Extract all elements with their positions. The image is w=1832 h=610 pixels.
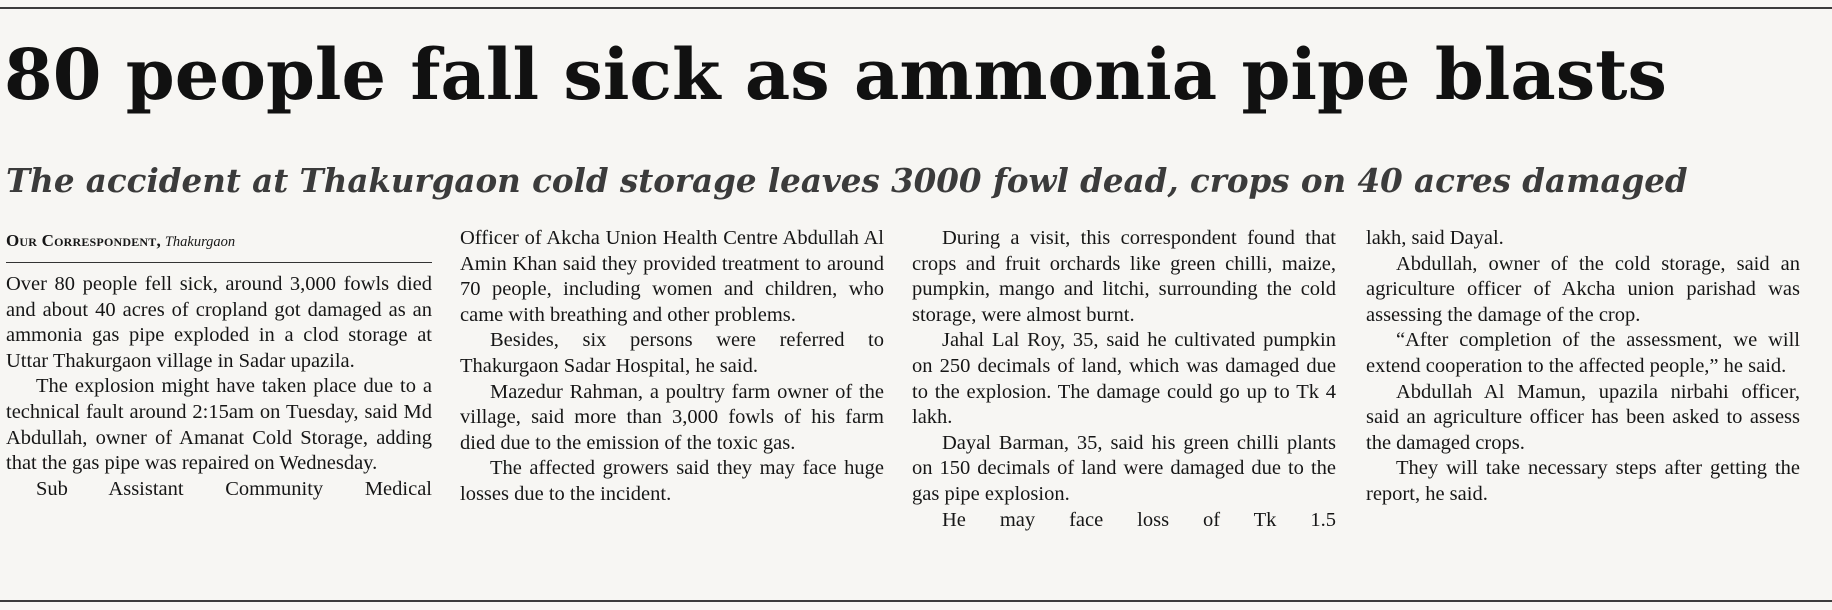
paragraph: Sub Assistant Community Medical: [36, 477, 432, 500]
paragraph: Dayal Barman, 35, said his green chilli plants on 150 decimals of land were damaged due to the gas pipe explosion.: [912, 431, 1336, 505]
paragraph: Over 80 people fell sick, around 3,000 fowls died and about 40 acres of cropland got damaged as an ammonia gas pipe exploded in a clod storage at Uttar Thakurgaon village in Sadar upazila.: [6, 273, 432, 372]
byline-rule: [6, 262, 432, 263]
article-column-4: [1366, 226, 1800, 508]
paragraph: Jahal Lal Roy, 35, said he cultivated pumpkin on 250 decimals of land, which was damaged due to the explosion. The damage could go up to Tk 4 lakh.: [912, 329, 1336, 429]
headline: 80 people fall sick as ammonia pipe blasts: [4, 33, 1667, 116]
paragraph: “After completion of the assessment, we will extend cooperation to the affected people,” he said.: [1366, 329, 1800, 377]
article-column-2: [460, 226, 884, 508]
article-column-1: [6, 272, 432, 502]
paragraph: Mazedur Rahman, a poultry farm owner of the village, said more than 3,000 fowls of his farm died due to the emission of the toxic gas.: [460, 380, 884, 454]
paragraph: During a visit, this correspondent found that crops and fruit orchards like green chilli, maize, pumpkin, mango and litchi, surrounding the cold storage, were almost burnt.: [912, 227, 1336, 326]
article-column-3: [912, 226, 1336, 533]
paragraph: Besides, six persons were referred to Thakurgaon Sadar Hospital, he said.: [460, 329, 884, 377]
paragraph: The affected growers said they may face huge losses due to the incident.: [460, 457, 884, 505]
paragraph: Officer of Akcha Union Health Centre Abdullah Al Amin Khan said they provided treatment to around 70 people, including women and children, who came with breathing and other problems.: [460, 227, 884, 326]
paragraph: Abdullah Al Mamun, upazila nirbahi officer, said an agriculture officer has been asked to assess the damaged crops.: [1366, 380, 1800, 454]
subheadline: The accident at Thakurgaon cold storage leaves 3000 fowl dead, crops on 40 acres damaged: [6, 161, 1688, 200]
byline-name: Our Correspondent,: [6, 231, 161, 250]
top-rule: [0, 7, 1832, 9]
paragraph: They will take necessary steps after getting the report, he said.: [1366, 457, 1800, 505]
byline-place: Thakurgaon: [164, 234, 236, 250]
paragraph: lakh, said Dayal.: [1366, 227, 1504, 249]
paragraph: Abdullah, owner of the cold storage, said an agriculture officer of Akcha union parishad was assessing the damage of the crop.: [1366, 252, 1800, 326]
bottom-rule: [0, 600, 1832, 602]
byline: [6, 228, 432, 255]
paragraph: The explosion might have taken place due to a technical fault around 2:15am on Tuesday, said Md Abdullah, owner of Amanat Cold Storage, adding that the gas pipe was repaired on Wednesday.: [6, 375, 432, 475]
paragraph: He may face loss of Tk 1.5: [942, 508, 1336, 531]
